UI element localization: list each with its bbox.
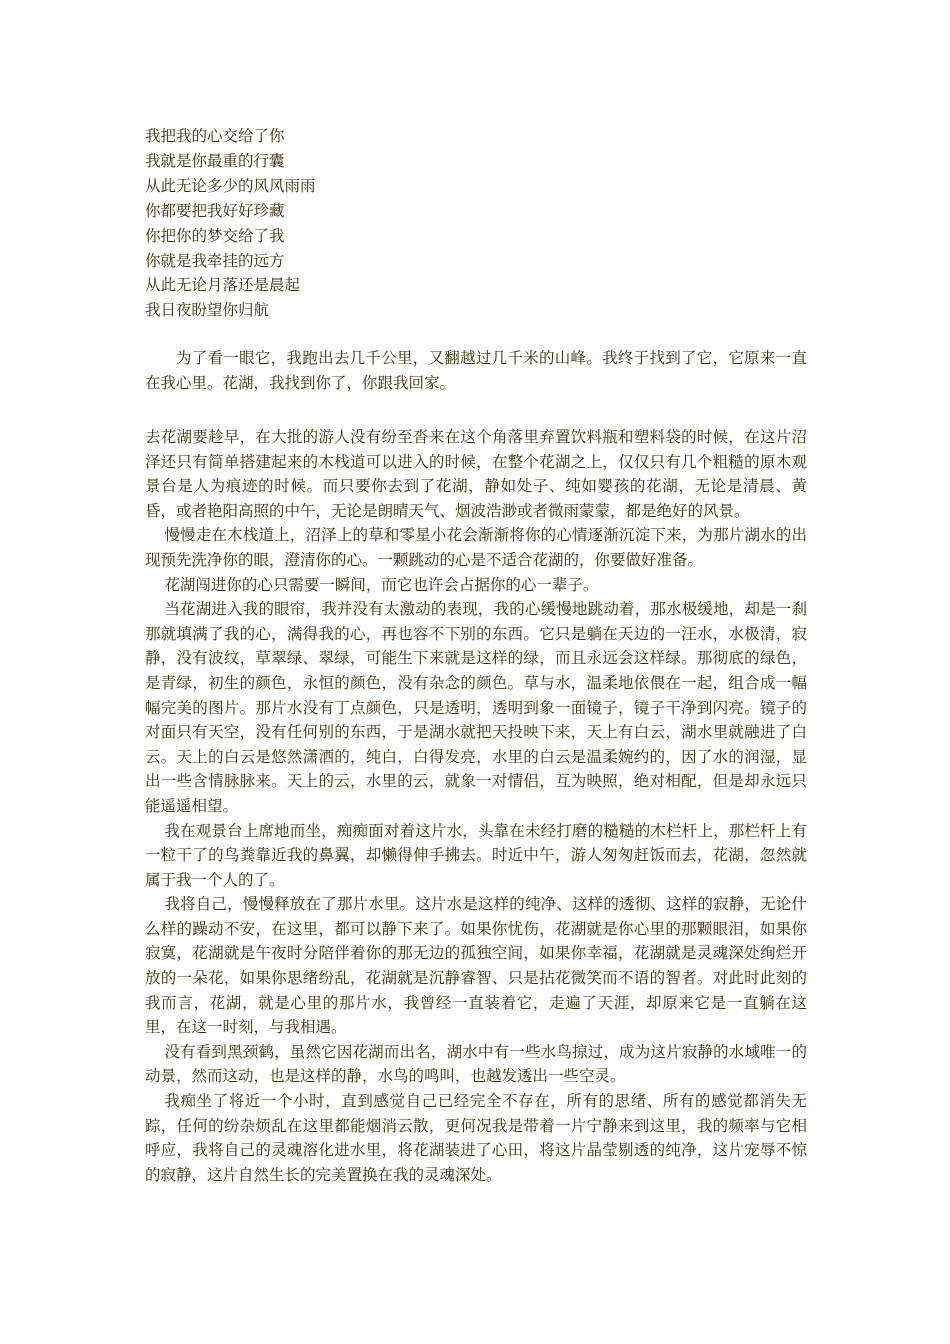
intro-paragraph: 为了看一眼它，我跑出去几千公里，又翻越过几千米的山峰。我终于找到了它，它原来一直在我心里。花湖，我找到你了，你跟我回家。	[145, 349, 807, 392]
poem-line: 你都要把我好好珍藏	[145, 201, 285, 220]
poem-block	[145, 124, 807, 323]
body-paragraph: 我将自己，慢慢释放在了那片水里。这片水是这样的纯净、这样的透彻、这样的寂静，无论什么样的躁动不安，在这里，都可以静下来了。如果你忧伤，花湖就是你心里的那颗眼泪，如果你寂寞，花湖就是午夜时分陪伴着你的那无边的孤独空间，如果你幸福，花湖就是灵魂深处绚烂开放的一朵花，如果你思绪纷乱，花湖就是沉静睿智、只是拈花微笑而不语的智者。对此时此刻的我而言，花湖，就是心里的那片水，我曾经一直装着它，走遍了天涯，却原来它是一直躺在这里，在这一时刻，与我相遇。	[145, 895, 807, 1037]
body-paragraph: 我在观景台上席地而坐，痴痴面对着这片水，头靠在未经打磨的糙糙的木栏杆上，那栏杆上有一粒干了的鸟粪靠近我的鼻翼，却懒得伸手拂去。时近中午，游人匆匆赶饭而去，花湖，忽然就属于我一个人的了。	[145, 821, 807, 889]
article-body	[145, 425, 807, 1187]
poem-line: 从此无论多少的风风雨雨	[145, 176, 316, 195]
poem-line: 从此无论月落还是晨起	[145, 276, 301, 295]
body-paragraph: 没有看到黑颈鹤，虽然它因花湖而出名，湖水中有一些水鸟掠过，成为这片寂静的水域唯一的动景，然而这动，也是这样的静，水鸟的鸣叫，也越发透出一些空灵。	[145, 1042, 807, 1086]
poem-line: 你把你的梦交给了我	[145, 226, 285, 245]
poem-line: 我把我的心交给了你	[145, 127, 285, 145]
body-paragraph: 我痴坐了将近一个小时，直到感觉自己已经完全不存在，所有的思绪、所有的感觉都消失无踪，任何的纷杂烦乱在这里都能烟消云散，更何况我是带着一片宁静来到这里，我的频率与它相呼应，我将自己的灵魂溶化进水里，将花湖装进了心田，将这片晶莹剔透的纯净，这片宠辱不惊的寂静，这片自然生长的完美置换在我的灵魂深处。	[145, 1092, 807, 1184]
poem-line: 我就是你最重的行囊	[145, 151, 285, 170]
poem-line: 我日夜盼望你归航	[145, 301, 270, 320]
body-paragraph: 当花湖进入我的眼帘，我并没有太激动的表现，我的心缓慢地跳动着，那水极缓地，却是一刹那就填满了我的心，满得我的心，再也容不下别的东西。它只是躺在天边的一汪水，水极清，寂静，没有波纹，草翠绿、翠绿，可能生下来就是这样的绿，而且永远会这样绿。那彻底的绿色，是青绿，初生的颜色，永恒的颜色，没有杂念的颜色。草与水，温柔地依偎在一起，组合成一幅幅完美的图片。那片水没有丁点颜色，只是透明，透明到象一面镜子，镜子干净到闪亮。镜子的对面只有天空，没有任何别的东西，于是湖水就把天投映下来，天上有白云，湖水里就融进了白云。天上的白云是悠然潇洒的，纯白，白得发亮，水里的白云是温柔婉约的，因了水的润湿，显出一些含情脉脉来。天上的云，水里的云，就象一对情侣，互为映照，绝对相配，但是却永远只能遥遥相望。	[145, 600, 807, 815]
body-paragraph: 慢慢走在木栈道上，沼泽上的草和零星小花会渐渐将你的心情逐渐沉淀下来，为那片湖水的出现预先洗净你的眼，澄清你的心。一颗跳动的心是不适合花湖的，你要做好准备。	[145, 526, 807, 569]
body-paragraph: 花湖闯进你的心只需要一瞬间，而它也许会占据你的心一辈子。	[164, 575, 599, 594]
body-paragraph: 去花湖要趁早，在大批的游人没有纷至沓来在这个角落里弃置饮料瓶和塑料袋的时候，在这片沼泽还只有简单搭建起来的木栈道可以进入的时候，在整个花湖之上，仅仅只有几个粗糙的原木观景台是人为痕迹的时候。而只要你去到了花湖，静如处子、纯如婴孩的花湖，无论是清晨、黄昏，或者艳阳高照的中午，无论是朗晴天气、烟波浩渺或者微雨蒙蒙，都是绝好的风景。	[145, 428, 807, 520]
poem-line: 你就是我牵挂的远方	[145, 251, 285, 270]
